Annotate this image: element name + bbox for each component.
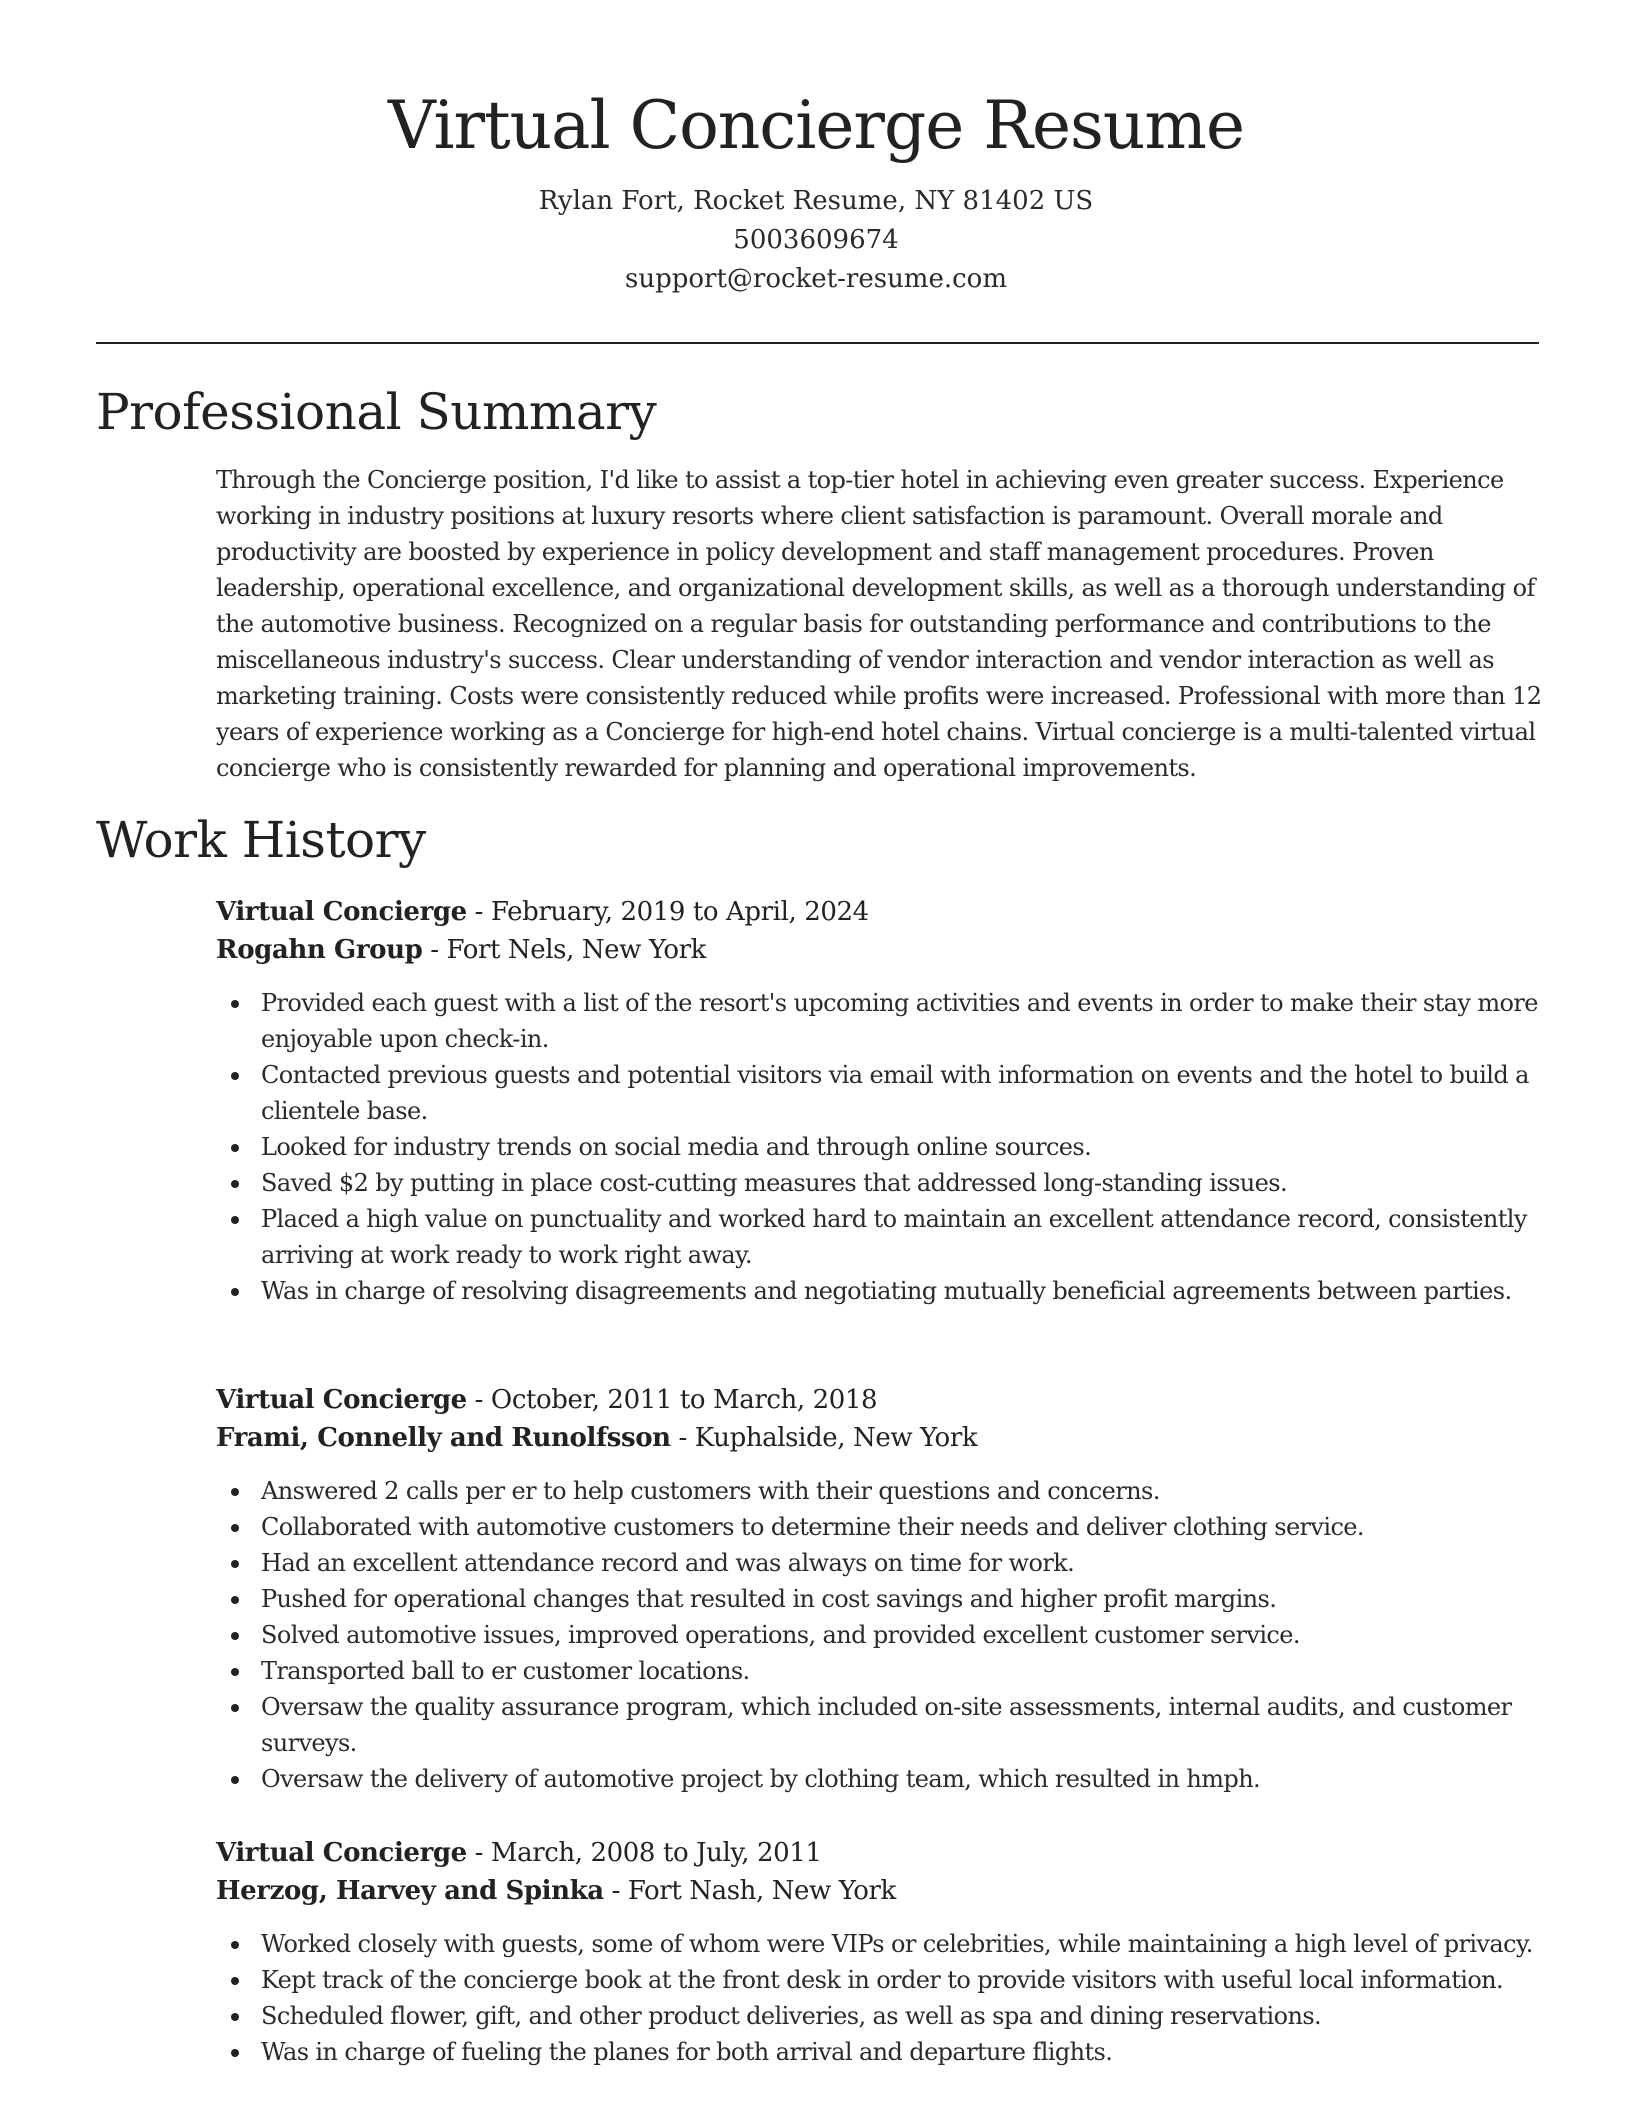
job-bullet-list xyxy=(216,985,1546,1309)
bullet-dot-icon xyxy=(231,1704,239,1712)
contact-phone: 5003609674 xyxy=(733,225,899,255)
job-bullet: Worked closely with guests, some of whom were VIPs or celebrities, while maintaining a high level of privacy. xyxy=(216,1926,1546,1962)
contact-block xyxy=(0,182,1632,299)
job-title: Virtual Concierge xyxy=(216,1838,467,1868)
bullet-dot-icon xyxy=(231,1977,239,1985)
bullet-dot-icon xyxy=(231,1288,239,1296)
job-entry xyxy=(216,1834,1546,2070)
job-title: Virtual Concierge xyxy=(216,897,467,927)
bullet-dot-icon xyxy=(231,1000,239,1008)
job-bullet: Oversaw the quality assurance program, which included on-site assessments, internal audits, and customer surveys. xyxy=(216,1689,1546,1761)
job-separator: - xyxy=(422,935,447,965)
job-bullet: Answered 2 calls per er to help customers with their questions and concerns. xyxy=(216,1473,1546,1509)
job-entry xyxy=(216,1381,1546,1797)
job-company-line xyxy=(216,931,1546,969)
job-bullet: Scheduled flower, gift, and other product deliveries, as well as spa and dining reservations. xyxy=(216,1998,1546,2034)
bullet-dot-icon xyxy=(231,1776,239,1784)
job-title: Virtual Concierge xyxy=(216,1385,467,1415)
job-bullet: Pushed for operational changes that resulted in cost savings and higher profit margins. xyxy=(216,1581,1546,1617)
job-separator: - xyxy=(466,1838,491,1868)
bullet-dot-icon xyxy=(231,2013,239,2021)
resume-title: Virtual Concierge Resume xyxy=(387,87,1245,164)
bullet-dot-icon xyxy=(231,2049,239,2057)
job-title-line xyxy=(216,1834,1546,1872)
job-location: Kuphalside, New York xyxy=(694,1423,978,1453)
job-bullet: Contacted previous guests and potential visitors via email with information on events and the hotel to build a clientele base. xyxy=(216,1057,1546,1129)
job-bullet: Provided each guest with a list of the resort's upcoming activities and events in order to make their stay more enjoyable upon check-in. xyxy=(216,985,1546,1057)
job-bullet: Collaborated with automotive customers to determine their needs and deliver clothing service. xyxy=(216,1509,1546,1545)
job-location: Fort Nash, New York xyxy=(627,1876,896,1906)
bullet-dot-icon xyxy=(231,1072,239,1080)
bullet-dot-icon xyxy=(231,1144,239,1152)
job-separator: - xyxy=(670,1423,695,1453)
job-bullet: Transported ball to er customer locations. xyxy=(216,1653,1546,1689)
bullet-dot-icon xyxy=(231,1596,239,1604)
summary-text: Through the Concierge position, I'd like to assist a top-tier hotel in achieving even greater success. Experience working in industry positions at luxury resorts where client satisfaction is paramount. Overall morale and productivity are boosted by experience in policy development and staff management procedures. Proven leadership, operational excellence, and organizational development skills, as well as a thorough understanding of the automotive business. Recognized on a regular basis for outstanding performance and contributions to the miscellaneous industry's success. Clear understanding of vendor interaction and vendor interaction as well as marketing training. Costs were consistently reduced while profits were increased. Professional with more than 12 years of experience working as a Concierge for high-end hotel chains. Virtual concierge is a multi-talented virtual concierge who is consistently rewarded for planning and operational improvements. xyxy=(216,466,1542,782)
job-bullet: Placed a high value on punctuality and worked hard to maintain an excellent attendance record, consistently arriving at work ready to work right away. xyxy=(216,1201,1546,1273)
job-separator: - xyxy=(603,1876,628,1906)
job-bullet: Was in charge of resolving disagreements and negotiating mutually beneficial agreements between parties. xyxy=(216,1273,1546,1309)
bullet-dot-icon xyxy=(231,1524,239,1532)
job-dates: February, 2019 to April, 2024 xyxy=(490,897,869,927)
resume-header xyxy=(0,84,1632,299)
job-bullet: Was in charge of fueling the planes for both arrival and departure flights. xyxy=(216,2034,1546,2070)
header-divider xyxy=(96,342,1539,344)
bullet-dot-icon xyxy=(231,1216,239,1224)
job-company-line xyxy=(216,1419,1546,1457)
job-company: Rogahn Group xyxy=(216,935,423,965)
bullet-dot-icon xyxy=(231,1180,239,1188)
bullet-dot-icon xyxy=(231,1488,239,1496)
job-title-line xyxy=(216,893,1546,931)
bullet-dot-icon xyxy=(231,1560,239,1568)
bullet-dot-icon xyxy=(231,1668,239,1676)
job-bullet: Oversaw the delivery of automotive project by clothing team, which resulted in hmph. xyxy=(216,1761,1546,1797)
work-history-heading: Work History xyxy=(96,811,426,869)
bullet-dot-icon xyxy=(231,1632,239,1640)
job-separator: - xyxy=(466,1385,491,1415)
bullet-dot-icon xyxy=(231,1941,239,1949)
contact-address: Rylan Fort, Rocket Resume, NY 81402 US xyxy=(538,186,1094,216)
job-dates: October, 2011 to March, 2018 xyxy=(490,1385,878,1415)
job-location: Fort Nels, New York xyxy=(446,935,707,965)
job-bullet: Solved automotive issues, improved operations, and provided excellent customer service. xyxy=(216,1617,1546,1653)
job-separator: - xyxy=(466,897,491,927)
job-bullet: Looked for industry trends on social media and through online sources. xyxy=(216,1129,1546,1165)
summary-heading: Professional Summary xyxy=(96,383,657,441)
job-bullet: Had an excellent attendance record and was always on time for work. xyxy=(216,1545,1546,1581)
contact-email: support@rocket-resume.com xyxy=(624,264,1007,294)
job-title-line xyxy=(216,1381,1546,1419)
job-company: Herzog, Harvey and Spinka xyxy=(216,1876,604,1906)
job-bullet: Kept track of the concierge book at the front desk in order to provide visitors with useful local information. xyxy=(216,1962,1546,1998)
job-bullet-list xyxy=(216,1926,1546,2070)
job-entry xyxy=(216,893,1546,1309)
job-company-line xyxy=(216,1872,1546,1910)
job-bullet-list xyxy=(216,1473,1546,1797)
job-company: Frami, Connelly and Runolfsson xyxy=(216,1423,671,1453)
job-dates: March, 2008 to July, 2011 xyxy=(490,1838,822,1868)
job-bullet: Saved $2 by putting in place cost-cutting measures that addressed long-standing issues. xyxy=(216,1165,1546,1201)
